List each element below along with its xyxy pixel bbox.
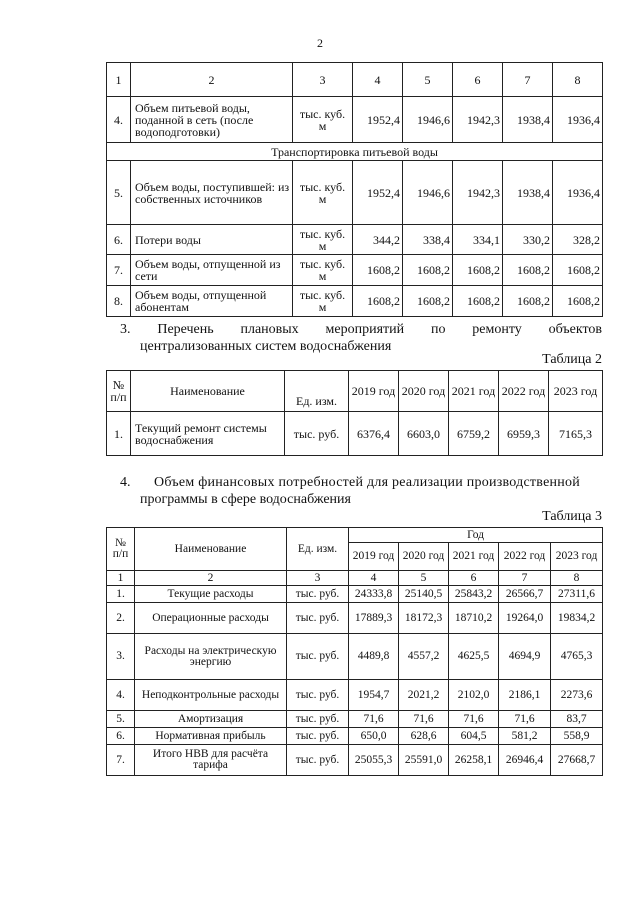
row-value: 6603,0 [399, 412, 449, 456]
row-value: 71,6 [499, 711, 551, 728]
table-row [107, 745, 603, 776]
row-value: 650,0 [349, 728, 399, 745]
row-value: 1946,6 [403, 161, 453, 225]
row-number: 1. [107, 586, 135, 603]
row-name: Объем воды, поступившей: из собственных источников [131, 161, 293, 225]
row-unit: тыс. куб. м [293, 97, 353, 143]
row-name: Неподконтрольные расходы [135, 680, 287, 711]
table-2-caption: Таблица 2 [542, 352, 602, 367]
row-value: 71,6 [449, 711, 499, 728]
table-row [107, 286, 603, 317]
header-year: 2021 год [449, 543, 499, 571]
row-number: 7. [107, 255, 131, 286]
row-value: 1608,2 [353, 286, 403, 317]
table3-header-row-1 [107, 528, 603, 543]
row-value: 1608,2 [503, 286, 553, 317]
table-row [107, 225, 603, 255]
section-number: 4. [120, 475, 131, 490]
header-year: 2023 год [551, 543, 603, 571]
heading-word: плановых [240, 322, 299, 337]
section-4-line-2: программы в сфере водоснабжения [140, 492, 351, 507]
row-unit: тыс. руб. [287, 711, 349, 728]
row-value: 1608,2 [553, 255, 603, 286]
section-number: 3. [120, 322, 131, 337]
table1-col-8: 8 [553, 63, 603, 97]
row-value: 26566,7 [499, 586, 551, 603]
row-value: 25055,3 [349, 745, 399, 776]
header-year: 2022 год [499, 543, 551, 571]
col-number: 2 [135, 571, 287, 586]
section-3-line-2: централизованных систем водоснабжения [140, 339, 392, 354]
row-value: 71,6 [349, 711, 399, 728]
row-value: 1608,2 [453, 286, 503, 317]
col-number: 1 [107, 571, 135, 586]
table-row [107, 586, 603, 603]
section-4-heading [120, 475, 580, 491]
row-number: 5. [107, 711, 135, 728]
row-value: 338,4 [403, 225, 453, 255]
row-number: 7. [107, 745, 135, 776]
table-row [107, 603, 603, 634]
row-value: 328,2 [553, 225, 603, 255]
table1-col-1: 1 [107, 63, 131, 97]
row-value: 26946,4 [499, 745, 551, 776]
row-value: 2021,2 [399, 680, 449, 711]
row-value: 1936,4 [553, 97, 603, 143]
row-value: 344,2 [353, 225, 403, 255]
row-name: Потери воды [131, 225, 293, 255]
row-value: 1938,4 [503, 97, 553, 143]
table-row [107, 634, 603, 680]
row-value: 25591,0 [399, 745, 449, 776]
col-number: 7 [499, 571, 551, 586]
row-number: 3. [107, 634, 135, 680]
row-unit: тыс. куб. м [293, 286, 353, 317]
header-year: 2021 год [449, 371, 499, 412]
heading-word: Перечень [157, 322, 214, 337]
row-name: Итого НВВ для расчёта тарифа [135, 745, 287, 776]
row-value: 604,5 [449, 728, 499, 745]
row-number: 8. [107, 286, 131, 317]
row-number: 1. [107, 412, 131, 456]
row-value: 558,9 [551, 728, 603, 745]
col-number: 3 [287, 571, 349, 586]
row-value: 2186,1 [499, 680, 551, 711]
row-value: 1946,6 [403, 97, 453, 143]
row-unit: тыс. куб. м [293, 255, 353, 286]
row-value: 628,6 [399, 728, 449, 745]
col-number: 6 [449, 571, 499, 586]
row-name: Текущие расходы [135, 586, 287, 603]
section-3-line-1 [120, 322, 602, 338]
row-number: 6. [107, 225, 131, 255]
row-number: 6. [107, 728, 135, 745]
table1-col-5: 5 [403, 63, 453, 97]
row-value: 18710,2 [449, 603, 499, 634]
row-value: 4557,2 [399, 634, 449, 680]
row-value: 4625,5 [449, 634, 499, 680]
row-value: 26258,1 [449, 745, 499, 776]
table-row [107, 412, 603, 456]
production-volume-table [106, 62, 603, 317]
row-value: 1608,2 [553, 286, 603, 317]
page-number: 2 [317, 36, 323, 50]
row-unit: тыс. руб. [285, 412, 349, 456]
table1-col-3: 3 [293, 63, 353, 97]
section-title: Транспортировка питьевой воды [107, 143, 603, 161]
row-value: 83,7 [551, 711, 603, 728]
heading-word: мероприятий [325, 322, 405, 337]
col-number: 8 [551, 571, 603, 586]
col-number: 4 [349, 571, 399, 586]
table1-col-7: 7 [503, 63, 553, 97]
row-value: 25140,5 [399, 586, 449, 603]
row-value: 25843,2 [449, 586, 499, 603]
row-value: 6376,4 [349, 412, 399, 456]
header-year: 2020 год [399, 543, 449, 571]
row-number: 2. [107, 603, 135, 634]
repair-measures-table [106, 370, 603, 456]
row-value: 4694,9 [499, 634, 551, 680]
table1-col-6: 6 [453, 63, 503, 97]
row-value: 581,2 [499, 728, 551, 745]
row-value: 330,2 [503, 225, 553, 255]
table-row [107, 97, 603, 143]
row-value: 19264,0 [499, 603, 551, 634]
row-unit: тыс. руб. [287, 603, 349, 634]
row-value: 17889,3 [349, 603, 399, 634]
row-value: 6959,3 [499, 412, 549, 456]
table-row [107, 728, 603, 745]
header-num: № п/п [107, 371, 131, 412]
row-value: 2102,0 [449, 680, 499, 711]
row-value: 1608,2 [503, 255, 553, 286]
row-value: 27668,7 [551, 745, 603, 776]
row-value: 6759,2 [449, 412, 499, 456]
row-value: 1608,2 [403, 286, 453, 317]
row-value: 71,6 [399, 711, 449, 728]
header-year: 2019 год [349, 371, 399, 412]
header-num: № п/п [107, 528, 135, 571]
heading-word: объектов [548, 322, 602, 337]
row-value: 1952,4 [353, 161, 403, 225]
heading-word: по [430, 322, 446, 337]
header-year: 2022 год [499, 371, 549, 412]
table-3-caption: Таблица 3 [542, 509, 602, 524]
row-value: 2273,6 [551, 680, 603, 711]
row-number: 5. [107, 161, 131, 225]
header-name: Наименование [131, 371, 285, 412]
row-unit: тыс. руб. [287, 680, 349, 711]
row-name: Расходы на электрическую энергию [135, 634, 287, 680]
row-value: 1942,3 [453, 161, 503, 225]
section-4-line-1: Объем финансовых потребностей для реализации производственной [154, 475, 581, 490]
financial-needs-table [106, 527, 603, 776]
row-unit: тыс. куб. м [293, 225, 353, 255]
row-name: Амортизация [135, 711, 287, 728]
row-value: 1942,3 [453, 97, 503, 143]
header-year: 2023 год [549, 371, 603, 412]
section-3-heading [120, 322, 602, 338]
row-name: Объем воды, отпущенной абонентам [131, 286, 293, 317]
row-number: 4. [107, 680, 135, 711]
col-number: 5 [399, 571, 449, 586]
header-name: Наименование [135, 528, 287, 571]
row-unit: тыс. куб. м [293, 161, 353, 225]
row-value: 18172,3 [399, 603, 449, 634]
table3-col-numbers [107, 571, 603, 586]
table-row [107, 680, 603, 711]
row-value: 1608,2 [453, 255, 503, 286]
row-number: 4. [107, 97, 131, 143]
header-year: 2020 год [399, 371, 449, 412]
row-name: Нормативная прибыль [135, 728, 287, 745]
row-value: 24333,8 [349, 586, 399, 603]
header-year: 2019 год [349, 543, 399, 571]
row-value: 4489,8 [349, 634, 399, 680]
header-unit: Ед. изм. [285, 371, 349, 412]
row-value: 1954,7 [349, 680, 399, 711]
table-row [107, 711, 603, 728]
row-value: 7165,3 [549, 412, 603, 456]
row-name: Текущий ремонт системы водоснабжения [131, 412, 285, 456]
header-unit: Ед. изм. [287, 528, 349, 571]
section-row [107, 143, 603, 161]
table-row [107, 255, 603, 286]
row-value: 1608,2 [353, 255, 403, 286]
row-value: 19834,2 [551, 603, 603, 634]
row-name: Операционные расходы [135, 603, 287, 634]
row-name: Объем питьевой воды, поданной в сеть (после водоподготовки) [131, 97, 293, 143]
row-value: 1938,4 [503, 161, 553, 225]
table1-header-row [107, 63, 603, 97]
row-value: 4765,3 [551, 634, 603, 680]
header-year-group: Год [349, 528, 603, 543]
row-name: Объем воды, отпущенной из сети [131, 255, 293, 286]
row-unit: тыс. руб. [287, 728, 349, 745]
row-value: 334,1 [453, 225, 503, 255]
heading-word: ремонту [472, 322, 522, 337]
row-value: 1608,2 [403, 255, 453, 286]
row-value: 1952,4 [353, 97, 403, 143]
row-unit: тыс. руб. [287, 586, 349, 603]
table1-col-4: 4 [353, 63, 403, 97]
row-unit: тыс. руб. [287, 634, 349, 680]
row-value: 1936,4 [553, 161, 603, 225]
table-row [107, 161, 603, 225]
table2-header-row [107, 371, 603, 412]
table1-col-2: 2 [131, 63, 293, 97]
row-unit: тыс. руб. [287, 745, 349, 776]
row-value: 27311,6 [551, 586, 603, 603]
